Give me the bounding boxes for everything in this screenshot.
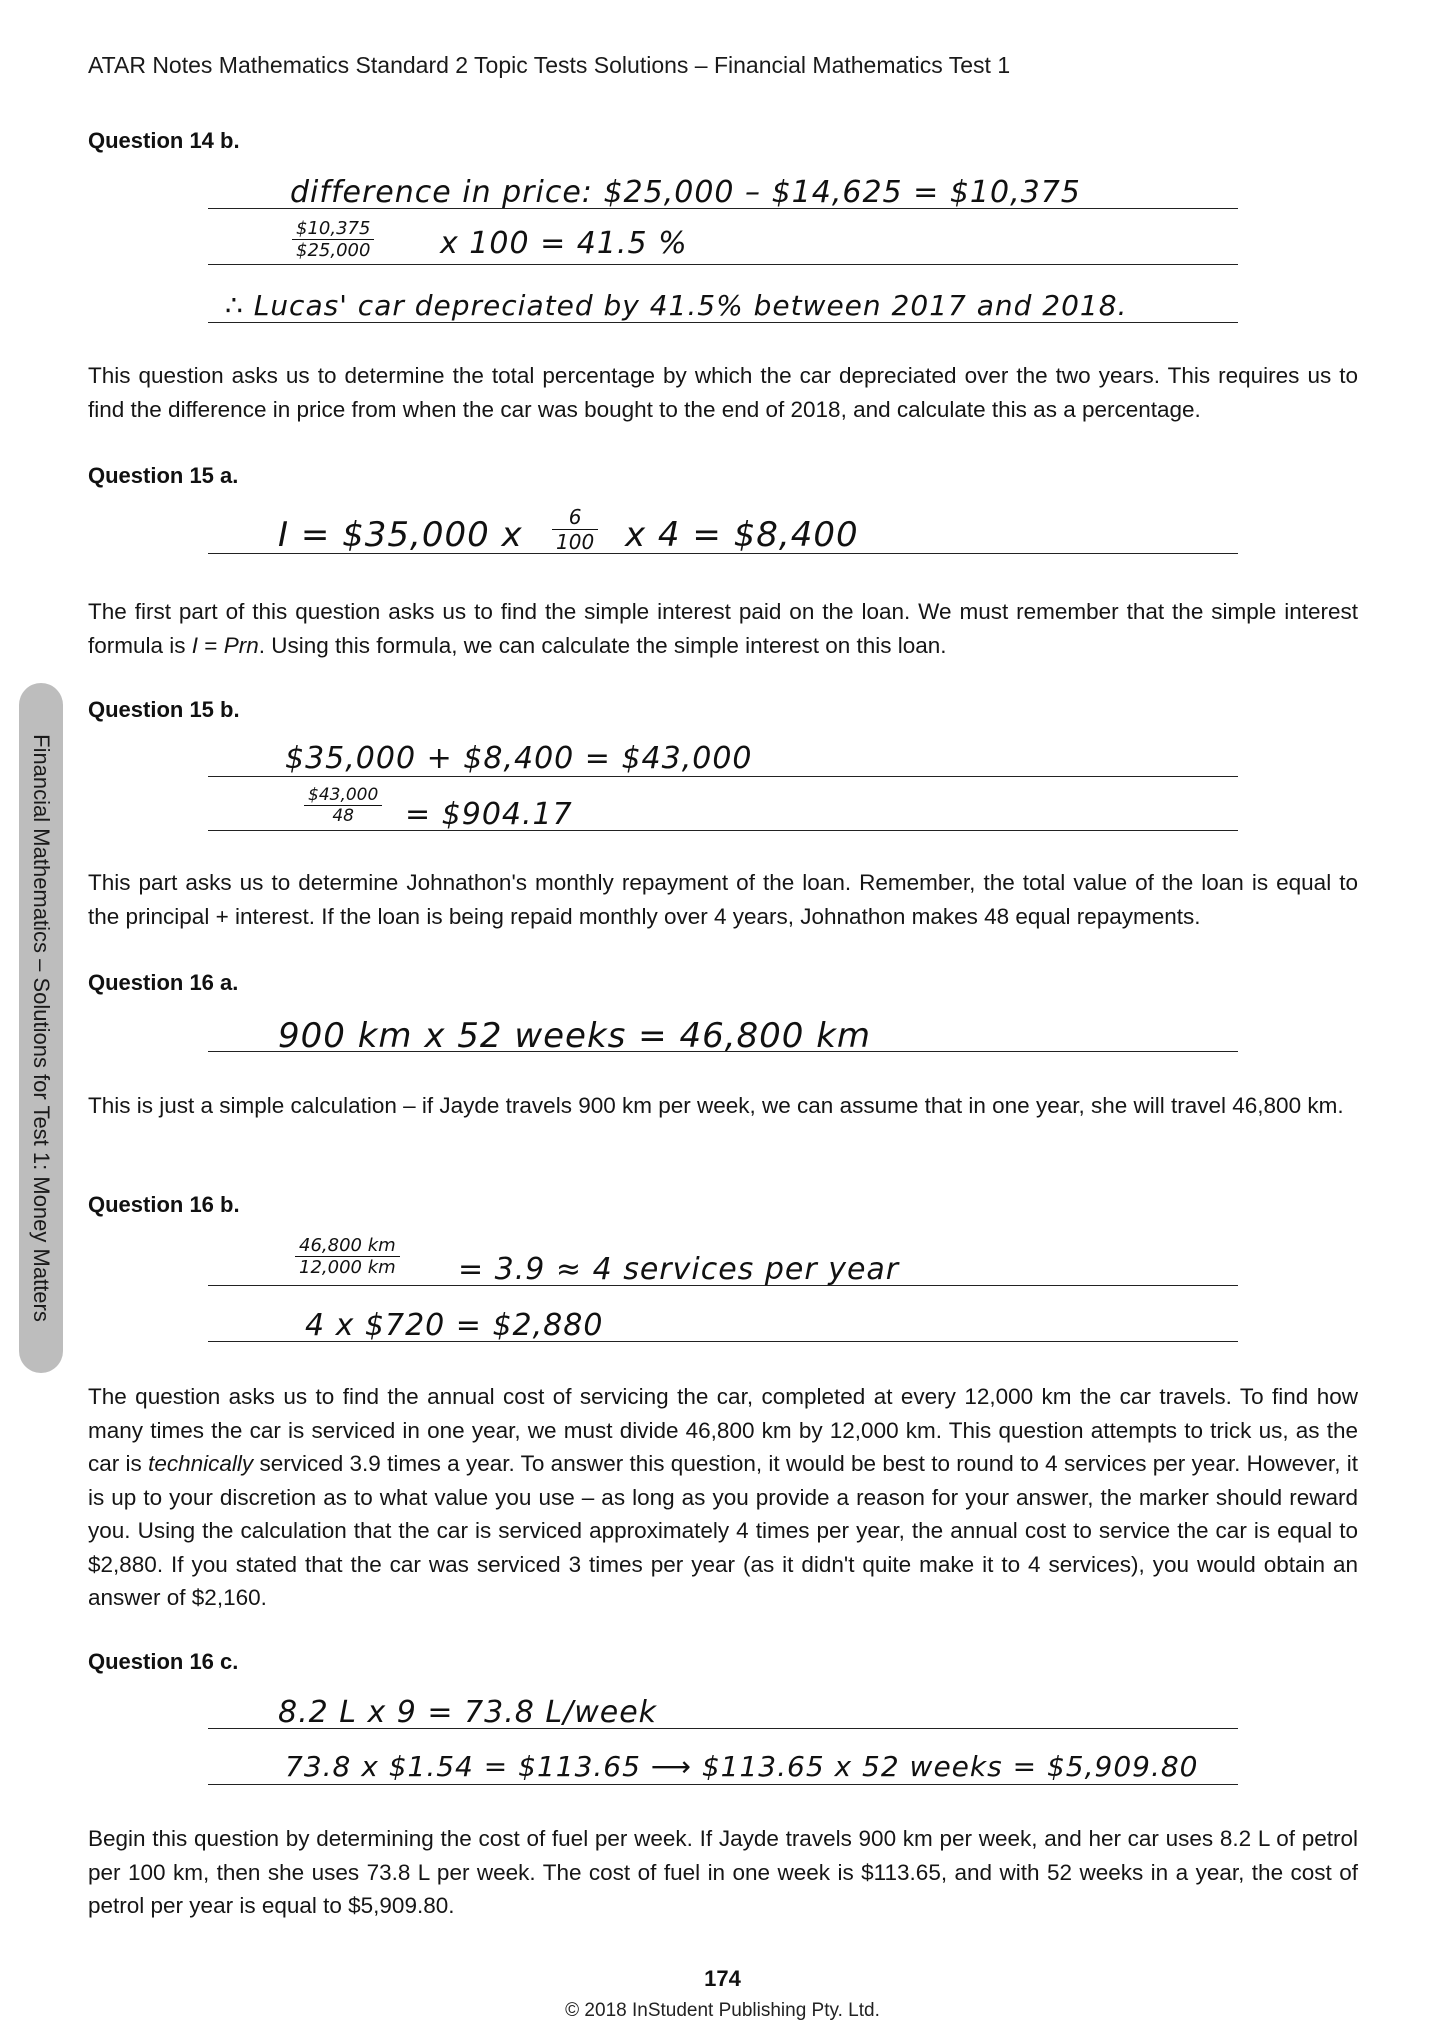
answer-rule	[208, 1728, 1238, 1729]
q14b-work-line-1: difference in price: $25,000 – $14,625 = $10,375	[290, 175, 1081, 210]
copyright: © 2018 InStudent Publishing Pty. Ltd.	[565, 2000, 880, 2021]
question-15a-heading: Question 15 a.	[88, 463, 239, 488]
q15b-fraction	[304, 785, 382, 826]
q16b-fraction-numerator: 46,800 km	[295, 1235, 400, 1257]
q15a-text-3: . Using this formula, we can calculate the simple interest on this loan.	[258, 632, 947, 658]
q15a-fraction-numerator: 6	[552, 505, 598, 530]
q15a-fraction-denominator: 100	[556, 530, 595, 554]
q16b-fraction-denominator: 12,000 km	[299, 1257, 396, 1278]
q16a-work-line-1: 900 km x 52 weeks = 46,800 km	[278, 1016, 872, 1056]
question-16a-heading: Question 16 a.	[88, 970, 239, 995]
answer-rule	[208, 553, 1238, 554]
q16b-work-line-1: = 3.9 ≈ 4 services per year	[458, 1252, 900, 1287]
q15a-work-left: I = $35,000 x	[278, 515, 523, 555]
answer-rule	[208, 322, 1238, 323]
q16c-work-line-2: 73.8 x $1.54 = $113.65 ⟶ $113.65 x 52 weeks = $5,909.80	[285, 1750, 1199, 1783]
question-14b-heading: Question 14 b.	[88, 128, 240, 153]
q16b-text-2: serviced 3.9 times a year. To answer this question, it would be best to round to 4 services per year. However, it is up to your discretion as to what value you use – as long as you provide a reason for your answer, the marker should reward you. Using the calculation that the car is serviced approximately 4 times per year, the annual cost to service the car is equal to $2,880. If you stated that the car was serviced 3 times per year (as it didn't quite make it to 4 services), you would obtain an answer of $2,160.	[88, 1451, 1358, 1610]
q16b-fraction	[295, 1235, 400, 1278]
q14b-fraction	[292, 218, 374, 261]
q14b-fraction-denominator: $25,000	[296, 240, 371, 261]
formula-prn: Prn	[223, 632, 259, 658]
q16b-work-line-2: 4 x $720 = $2,880	[305, 1308, 604, 1343]
answer-rule	[208, 1341, 1238, 1342]
q14b-work-line-3: ∴ Lucas' car depreciated by 41.5% between 2017 and 2018.	[225, 289, 1128, 322]
q15a-fraction	[552, 505, 598, 554]
q15a-text-1: The first part of this question asks us to find the simple interest paid on the loan. We must remember that the simple interest formula is	[88, 599, 1358, 658]
formula-i: I	[191, 632, 199, 658]
page-number: 174	[704, 1966, 741, 1991]
q15a-text-2: =	[198, 632, 224, 658]
q15b-fraction-denominator: 48	[332, 806, 354, 826]
q14b-work-line-2: x 100 = 41.5 %	[440, 226, 688, 261]
q14b-explanation: This question asks us to determine the total percentage by which the car depreciated over the two years. This requires us to find the difference in price from when the car was bought to the end of 2018, and calculate this as a percentage.	[88, 363, 1358, 422]
emphasis-technically: technically	[148, 1451, 254, 1476]
question-16b-heading: Question 16 b.	[88, 1192, 240, 1217]
question-16c-heading: Question 16 c.	[88, 1649, 239, 1674]
q15b-fraction-numerator: $43,000	[304, 785, 382, 806]
answer-rule	[208, 1784, 1238, 1785]
q16b-explanation	[88, 1380, 1358, 1615]
q16a-explanation: This is just a simple calculation – if Jayde travels 900 km per week, we can assume that in one year, she will travel 46,800 km.	[88, 1093, 1344, 1118]
q15b-work-line-1: $35,000 + $8,400 = $43,000	[285, 741, 753, 776]
q16b-text-1: The question asks us to find the annual cost of servicing the car, completed at every 12,000 km the car travels. To find how many times the car is serviced in one year, we must divide 46,800 km by 12,000 km. This question attempts to trick us, as the car is	[88, 1384, 1358, 1476]
answer-rule	[208, 1051, 1238, 1052]
answer-rule	[208, 1285, 1238, 1286]
answer-rule	[208, 830, 1238, 831]
q15b-work-line-2: = $904.17	[405, 797, 573, 832]
q15a-work-right: x 4 = $8,400	[625, 515, 859, 555]
q15b-explanation: This part asks us to determine Johnathon's monthly repayment of the loan. Remember, the total value of the loan is equal to the principal + interest. If the loan is being repaid monthly over 4 years, Johnathon makes 48 equal repayments.	[88, 870, 1358, 929]
q14b-fraction-numerator: $10,375	[292, 218, 374, 240]
answer-rule	[208, 776, 1238, 777]
q16c-work-line-1: 8.2 L x 9 = 73.8 L/week	[278, 1695, 658, 1730]
q16c-explanation: Begin this question by determining the cost of fuel per week. If Jayde travels 900 km per week, and her car uses 8.2 L of petrol per 100 km, then she uses 73.8 L per week. The cost of fuel in one week is $113.65, and with 52 weeks in a year, the cost of petrol per year is equal to $5,909.80.	[88, 1826, 1358, 1918]
question-15b-heading: Question 15 b.	[88, 697, 240, 722]
side-tab-label: Financial Mathematics – Solutions for Test 1: Money Matters	[29, 734, 54, 1322]
page-header: ATAR Notes Mathematics Standard 2 Topic Tests Solutions – Financial Mathematics Test 1	[88, 52, 1011, 78]
q15a-explanation	[88, 595, 1358, 662]
answer-rule	[208, 264, 1238, 265]
answer-rule	[208, 208, 1238, 209]
